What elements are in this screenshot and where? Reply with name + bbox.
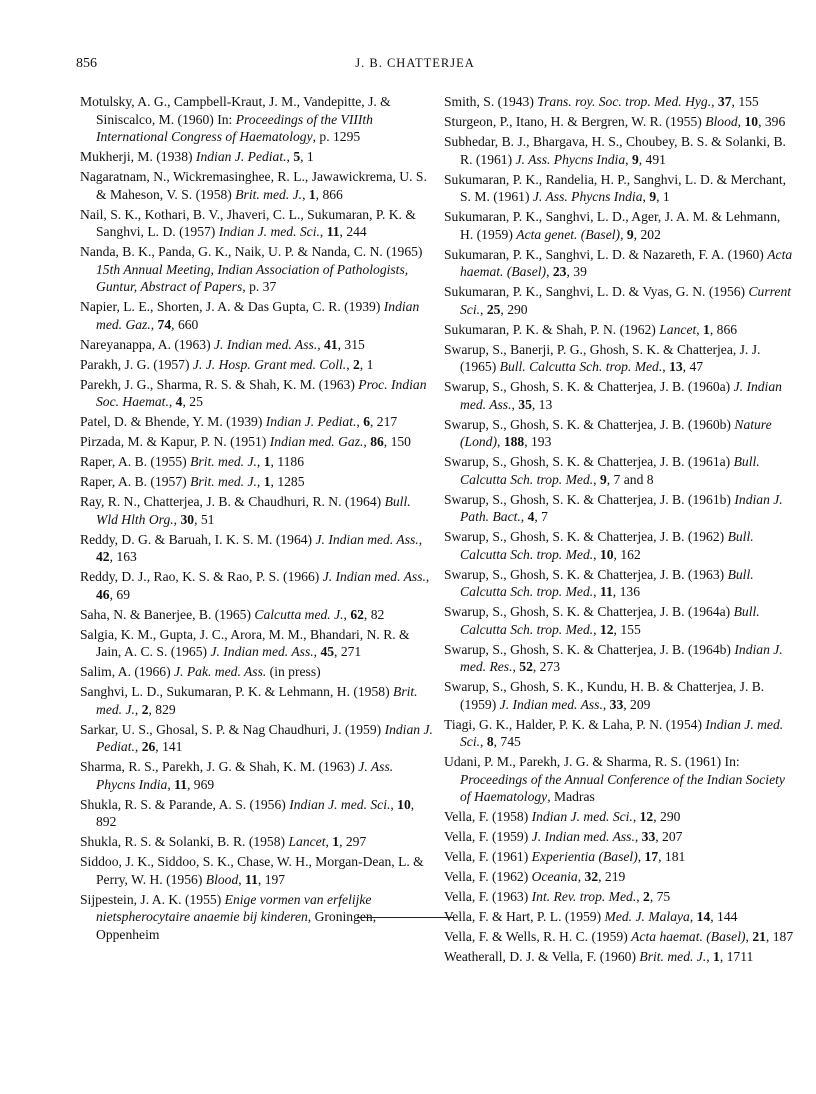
end-rule <box>357 917 454 918</box>
reference-pages: , 219 <box>598 869 626 884</box>
reference-entry: Swarup, S., Ghosh, S. K., Kundu, H. B. & Chatterjea, J. B. (1959) J. Indian med. Ass., 33, 209 <box>444 679 765 712</box>
reference-pages: , 7 and 8 <box>606 471 654 487</box>
reference-authors: Mukherji, M. (1938) <box>80 149 193 164</box>
reference-journal: Bull. Calcutta Sch. trop. Med. <box>499 359 663 374</box>
reference-entry: Swarup, S., Ghosh, S. K. & Chatterjea, J. B. (1961a) Bull. Calcutta Sch. trop. Med., 9, 7 and 8 <box>444 454 760 487</box>
reference-volume: 1 <box>713 949 720 964</box>
reference-journal: Indian J. Pediat. <box>195 149 287 164</box>
reference-pages: , 150 <box>383 434 411 449</box>
reference-journal: Indian J. Pediat. <box>265 414 357 429</box>
reference-entry: Nareyanappa, A. (1963) J. Indian med. Ass., 41, 315 <box>80 336 365 352</box>
reference-journal: Indian J. Pediat. <box>96 721 433 754</box>
reference-volume: 11 <box>245 871 258 887</box>
reference-journal: Nature (Lond) <box>460 416 772 449</box>
reference-authors: Raper, A. B. (1957) <box>80 474 187 489</box>
reference-authors: Vella, F. (1958) <box>444 809 529 824</box>
reference-entry: Patel, D. & Bhende, Y. M. (1939) Indian J. Pediat., 6, 217 <box>80 414 398 429</box>
reference-journal: J. Pak. med. Ass. <box>174 664 267 679</box>
reference-pages: , 144 <box>710 909 738 924</box>
references-left-column <box>80 93 435 946</box>
reference-volume: 4 <box>527 509 535 524</box>
reference-volume: 33 <box>609 696 624 712</box>
reference-entry: Vella, F. (1958) Indian J. med. Sci., 12, 290 <box>444 809 681 824</box>
reference-authors: Swarup, S., Ghosh, S. K. & Chatterjea, J. B. (1964b) <box>444 641 731 657</box>
reference-volume: 32 <box>584 869 599 884</box>
reference-pages: , 207 <box>655 829 683 844</box>
reference-volume: 1 <box>332 834 340 849</box>
reference-volume: 14 <box>696 909 711 924</box>
reference-pages: , 297 <box>339 834 367 849</box>
reference-journal: Brit. med. J. <box>96 684 418 717</box>
reference-authors: Swarup, S., Ghosh, S. K. & Chatterjea, J. B. (1964a) <box>444 604 731 619</box>
reference-volume: 6 <box>363 414 370 429</box>
reference-pages: , 969 <box>187 776 215 792</box>
reference-authors: Motulsky, A. G., Campbell-Kraut, J. M., Vandepitte, J. & Siniscalco, M. (1960) In: <box>80 94 391 127</box>
reference-volume: 41 <box>324 336 338 352</box>
reference-authors: Swarup, S., Banerji, P. G., Ghosh, S. K. & Chatterjea, J. J. (1965) <box>444 341 761 374</box>
reference-authors: Ray, R. N., Chatterjea, J. B. & Chaudhuri, R. N. (1964) <box>80 494 382 509</box>
reference-entry: Salgia, K. M., Gupta, J. C., Arora, M. M., Bhandari, N. R. & Jain, A. C. S. (1965) J. Indian med. Ass., 45, 271 <box>80 626 410 659</box>
reference-journal: J. Ass. Phycns India <box>515 151 626 167</box>
reference-volume: 10 <box>599 546 614 562</box>
reference-authors: Tiagi, G. K., Halder, P. K. & Laha, P. N. (1954) <box>444 716 702 732</box>
reference-entry: Tiagi, G. K., Halder, P. K. & Laha, P. N. (1954) Indian J. med. Sci., 8, 745 <box>444 716 784 749</box>
reference-volume: 2 <box>353 356 360 372</box>
reference-entry: Swarup, S., Ghosh, S. K. & Chatterjea, J. B. (1960b) Nature (Lond), 188, 193 <box>444 416 772 449</box>
reference-pages: , 271 <box>334 644 362 659</box>
reference-pages: , 315 <box>337 336 365 352</box>
reference-journal: J. Indian med. Ass. <box>499 696 603 712</box>
reference-journal: Lancet <box>288 834 326 849</box>
reference-authors: Swarup, S., Ghosh, S. K. & Chatterjea, J. B. (1961a) <box>444 454 731 469</box>
reference-entry: Nail, S. K., Kothari, B. V., Jhaveri, C. L., Sukumaran, P. K. & Sanghvi, L. D. (1957) Indian J. med. Sci., 11, 244 <box>80 206 416 239</box>
reference-volume: 9 <box>626 226 634 242</box>
reference-journal: Indian med. Gaz. <box>96 299 420 332</box>
reference-pages: , 1 <box>300 149 314 164</box>
reference-entry: Sanghvi, L. D., Sukumaran, P. K. & Lehmann, H. (1958) Brit. med. J., 2, 829 <box>80 684 418 717</box>
reference-authors: Salim, A. (1966) <box>80 664 171 679</box>
reference-entry: Raper, A. B. (1955) Brit. med. J., 1, 1186 <box>80 454 304 469</box>
reference-pages: , 1 <box>656 189 670 204</box>
reference-pages: , 155 <box>731 94 759 109</box>
reference-entry: Sukumaran, P. K., Sanghvi, L. D., Ager, J. A. M. & Lehmann, H. (1959) Acta genet. (Basel), 9, 202 <box>444 209 781 242</box>
reference-volume: 1 <box>263 474 271 489</box>
reference-journal: Proceedings of the VIIIth International Congress of Haematology <box>96 111 373 144</box>
reference-authors: Swarup, S., Ghosh, S. K. & Chatterjea, J. B. (1962) <box>444 529 725 544</box>
reference-volume: 11 <box>599 584 613 599</box>
reference-journal: Acta genet. (Basel) <box>516 226 621 242</box>
reference-pages: , 47 <box>682 359 704 374</box>
reference-entry <box>80 663 435 681</box>
reference-authors: Raper, A. B. (1955) <box>80 454 187 469</box>
reference-pages: , 209 <box>623 696 651 712</box>
reference-authors: Swarup, S., Ghosh, S. K. & Chatterjea, J. B. (1963) <box>444 566 725 582</box>
reference-pages: , 82 <box>363 606 385 622</box>
reference-authors: Vella, F. (1962) <box>444 869 529 884</box>
reference-entry: Swarup, S., Ghosh, S. K. & Chatterjea, J. B. (1964a) Bull. Calcutta Sch. trop. Med., 12, 155 <box>444 604 760 637</box>
reference-journal: Med. J. Malaya <box>604 909 690 924</box>
reference-volume: 8 <box>486 734 494 749</box>
reference-volume: 13 <box>669 359 683 374</box>
reference-journal: Indian J. med. Sci. <box>531 809 633 824</box>
reference-journal: Enige vormen van erfelijke nietspherocytaire anaemie bij kinderen <box>96 891 372 924</box>
reference-authors: Salgia, K. M., Gupta, J. C., Arora, M. M., Bhandari, N. R. & Jain, A. C. S. (1965) <box>80 626 410 659</box>
reference-pages: , p. 37 <box>242 279 277 294</box>
reference-journal: Bull. Calcutta Sch. trop. Med. <box>460 454 760 487</box>
reference-authors: Nanda, B. K., Panda, G. K., Naik, U. P. & Nanda, C. N. (1965) <box>80 244 423 259</box>
reference-authors: Parekh, J. G., Sharma, R. S. & Shah, K. M. (1963) <box>80 376 355 392</box>
reference-volume: 62 <box>350 606 364 622</box>
reference-pages: , 69 <box>109 586 130 602</box>
reference-journal: Blood <box>705 114 738 129</box>
reference-volume: 5 <box>293 149 301 164</box>
reference-authors: Reddy, D. G. & Baruah, I. K. S. M. (1964) <box>80 531 313 547</box>
reference-pages: , Madras <box>547 789 595 804</box>
reference-volume: 2 <box>141 701 149 717</box>
reference-pages: , 51 <box>194 511 215 527</box>
reference-volume: 21 <box>752 929 766 944</box>
reference-journal: Indian J. Path. Bact. <box>460 491 783 524</box>
reference-entry: Sarkar, U. S., Ghosal, S. P. & Nag Chaudhuri, J. (1959) Indian J. Pediat., 26, 141 <box>80 721 433 754</box>
reference-authors: Sukumaran, P. K., Sanghvi, L. D., Ager, J. A. M. & Lehmann, H. (1959) <box>444 209 781 242</box>
reference-volume: 10 <box>744 114 759 129</box>
reference-authors: Smith, S. (1943) <box>444 94 534 109</box>
reference-volume: 4 <box>175 394 183 409</box>
reference-pages: , 141 <box>155 739 183 754</box>
reference-journal: J. Indian med. Ass. <box>531 829 635 844</box>
reference-entry: Reddy, D. J., Rao, K. S. & Rao, P. S. (1966) J. Indian med. Ass., 46, 69 <box>80 569 430 602</box>
reference-entry: Saha, N. & Banerjee, B. (1965) Calcutta med. J., 62, 82 <box>80 606 385 622</box>
reference-pages: , 829 <box>148 701 176 717</box>
reference-authors: Vella, F. & Wells, R. H. C. (1959) <box>444 929 628 944</box>
reference-volume: 42 <box>96 549 110 564</box>
reference-entry: Siddoo, J. K., Siddoo, S. K., Chase, W. H., Morgan-Dean, L. & Perry, W. H. (1956) Blood, 11, 197 <box>80 854 424 887</box>
reference-volume: 17 <box>644 849 659 864</box>
reference-entry: Sharma, R. S., Parekh, J. G. & Shah, K. M. (1963) J. Ass. Phycns India, 11, 969 <box>80 759 394 792</box>
reference-volume: 188 <box>503 434 525 449</box>
reference-volume: 9 <box>599 471 607 487</box>
reference-authors: Vella, F. (1963) <box>444 889 529 904</box>
reference-journal: Bull. Wld Hlth Org. <box>96 494 411 527</box>
reference-journal: Indian med. Gaz. <box>269 434 364 449</box>
reference-entry: Vella, F. (1962) Oceania, 32, 219 <box>444 869 626 884</box>
reference-volume: 74 <box>157 316 172 332</box>
reference-entry: Swarup, S., Ghosh, S. K. & Chatterjea, J. B. (1961b) Indian J. Path. Bact., 4, 7 <box>444 491 783 524</box>
reference-entry: Smith, S. (1943) Trans. roy. Soc. trop. Med. Hyg., 37, 155 <box>444 94 759 109</box>
reference-pages: , 866 <box>709 321 738 337</box>
reference-volume: 37 <box>717 94 732 109</box>
reference-pages: , 1711 <box>719 949 754 964</box>
reference-authors: Weatherall, D. J. & Vella, F. (1960) <box>444 949 636 964</box>
reference-volume: 12 <box>599 621 614 637</box>
reference-journal: Indian J. med. Res. <box>460 641 783 674</box>
reference-pages: , p. 1295 <box>312 129 361 144</box>
reference-pages: , 290 <box>653 809 681 824</box>
reference-pages: , 181 <box>658 849 686 864</box>
reference-journal: Brit. med. J. <box>190 474 257 489</box>
reference-entry: Sturgeon, P., Itano, H. & Bergren, W. R. (1955) Blood, 10, 396 <box>444 114 786 129</box>
reference-journal: Indian J. med. Sci. <box>289 796 391 812</box>
references-right-column <box>444 93 796 968</box>
reference-authors: Patel, D. & Bhende, Y. M. (1939) <box>80 414 263 429</box>
reference-authors: Sukumaran, P. K., Sanghvi, L. D. & Vyas, G. N. (1956) <box>444 284 746 299</box>
reference-entry: Sukumaran, P. K., Sanghvi, L. D. & Nazareth, F. A. (1960) Acta haemat. (Basel), 23, 39 <box>444 246 793 279</box>
reference-pages: , 197 <box>257 871 286 887</box>
reference-volume: 30 <box>180 511 195 527</box>
reference-pages: , 745 <box>493 734 521 749</box>
reference-pages: , 193 <box>524 434 552 449</box>
reference-authors: Napier, L. E., Shorten, J. A. & Das Gupta, C. R. (1939) <box>80 299 381 314</box>
reference-volume: 10 <box>397 796 411 812</box>
reference-authors: Reddy, D. J., Rao, K. S. & Rao, P. S. (1966) <box>80 569 320 584</box>
reference-entry: Napier, L. E., Shorten, J. A. & Das Gupta, C. R. (1939) Indian med. Gaz., 74, 660 <box>80 299 420 332</box>
reference-entry: Vella, F. (1961) Experientia (Basel), 17, 181 <box>444 849 686 864</box>
reference-journal: Brit. med. J. <box>639 949 707 964</box>
reference-journal: J. Indian med. Ass. <box>214 336 318 352</box>
reference-journal: Current Sci. <box>460 284 792 317</box>
reference-volume: 2 <box>643 889 650 904</box>
reference-volume: 25 <box>486 301 501 317</box>
reference-journal: Calcutta med. J. <box>254 606 344 622</box>
reference-authors: Sukumaran, P. K., Randelia, H. P., Sanghvi, L. D. & Merchant, S. M. (1961) <box>444 171 787 204</box>
reference-volume: 52 <box>519 659 533 674</box>
reference-entry <box>444 753 796 806</box>
reference-entry: Weatherall, D. J. & Vella, F. (1960) Brit. med. J., 1, 1711 <box>444 949 754 964</box>
reference-journal: Int. Rev. trop. Med. <box>531 889 637 904</box>
reference-journal: J. J. Hosp. Grant med. Coll. <box>192 356 347 372</box>
reference-journal: J. Indian med. Ass. <box>322 569 426 584</box>
reference-volume: 1 <box>263 454 271 469</box>
reference-authors: Sturgeon, P., Itano, H. & Bergren, W. R. (1955) <box>444 114 702 129</box>
reference-authors: Nail, S. K., Kothari, B. V., Jhaveri, C. L., Sukumaran, P. K. & Sanghvi, L. D. (1957) <box>80 206 416 239</box>
reference-volume: 12 <box>639 809 654 824</box>
reference-volume: 46 <box>96 586 110 602</box>
reference-entry: Swarup, S., Ghosh, S. K. & Chatterjea, J. B. (1960a) J. Indian med. Ass., 35, 13 <box>444 379 782 412</box>
reference-authors: Subhedar, B. J., Bhargava, H. S., Choubey, B. S. & Solanki, B. R. (1961) <box>444 134 786 167</box>
reference-authors: Vella, F. (1959) <box>444 829 529 844</box>
reference-journal: Proc. Indian Soc. Haemat. <box>96 376 427 409</box>
reference-volume: 11 <box>326 224 340 239</box>
reference-entry: Subhedar, B. J., Bhargava, H. S., Choubey, B. S. & Solanki, B. R. (1961) J. Ass. Phycns India, 9, 491 <box>444 134 786 167</box>
reference-journal: Oceania <box>531 869 578 884</box>
reference-entry: Shukla, R. S. & Parande, A. S. (1956) Indian J. med. Sci., 10, 892 <box>80 796 415 829</box>
reference-authors: Swarup, S., Ghosh, S. K. & Chatterjea, J. B. (1961b) <box>444 491 731 507</box>
reference-journal: Lancet <box>659 321 697 337</box>
reference-entry: Sukumaran, P. K., Sanghvi, L. D. & Vyas, G. N. (1956) Current Sci., 25, 290 <box>444 284 792 317</box>
page-header <box>76 56 754 80</box>
reference-pages: , 491 <box>638 151 666 167</box>
reference-authors: Siddoo, J. K., Siddoo, S. K., Chase, W. H., Morgan-Dean, L. & Perry, W. H. (1956) <box>80 854 424 887</box>
reference-authors: Sijpestein, J. A. K. (1955) <box>80 891 222 907</box>
reference-journal: 15th Annual Meeting, Indian Association of Pathologists, Guntur, Abstract of Papers <box>96 261 409 294</box>
reference-entry <box>80 93 435 146</box>
reference-journal: Experientia (Basel) <box>531 849 638 864</box>
reference-authors: Vella, F. & Hart, P. L. (1959) <box>444 909 602 924</box>
reference-entry: Sukumaran, P. K. & Shah, P. N. (1962) Lancet, 1, 866 <box>444 321 738 337</box>
reference-journal: Brit. med. J. <box>190 454 257 469</box>
reference-entry: Parakh, J. G. (1957) J. J. Hosp. Grant med. Coll., 2, 1 <box>80 356 374 372</box>
reference-pages: , 155 <box>613 621 641 637</box>
reference-authors: Parakh, J. G. (1957) <box>80 356 190 372</box>
running-head: J. B. CHATTERJEA <box>355 56 475 70</box>
reference-pages: , 202 <box>633 226 661 242</box>
reference-pages: , Groningen, Oppenheim <box>96 909 377 942</box>
reference-pages: , 273 <box>532 659 561 674</box>
reference-entry: Ray, R. N., Chatterjea, J. B. & Chaudhuri, R. N. (1964) Bull. Wld Hlth Org., 30, 51 <box>80 494 411 527</box>
reference-pages: , 866 <box>315 186 343 202</box>
reference-entry: Raper, A. B. (1957) Brit. med. J., 1, 1285 <box>80 474 305 489</box>
reference-pages: , 39 <box>566 264 587 279</box>
reference-entry <box>80 243 435 296</box>
reference-pages: , 892 <box>96 796 415 829</box>
reference-authors: Sharma, R. S., Parekh, J. G. & Shah, K. M. (1963) <box>80 759 355 774</box>
reference-authors: Nareyanappa, A. (1963) <box>80 336 211 352</box>
reference-authors: Shukla, R. S. & Parande, A. S. (1956) <box>80 796 286 812</box>
reference-entry: Pirzada, M. & Kapur, P. N. (1951) Indian med. Gaz., 86, 150 <box>80 434 411 449</box>
reference-entry: Vella, F. & Hart, P. L. (1959) Med. J. Malaya, 14, 144 <box>444 909 738 924</box>
reference-pages: , 25 <box>182 394 203 409</box>
reference-entry: Swarup, S., Ghosh, S. K. & Chatterjea, J. B. (1963) Bull. Calcutta Sch. trop. Med., 11, 136 <box>444 566 754 599</box>
reference-authors: Sukumaran, P. K., Sanghvi, L. D. & Nazareth, F. A. (1960) <box>444 246 764 262</box>
reference-journal: Proceedings of the Annual Conference of the Indian Society of Haematology <box>460 771 785 804</box>
reference-pages: , 1285 <box>270 474 305 489</box>
reference-volume: 26 <box>141 739 156 754</box>
reference-authors: Saha, N. & Banerjee, B. (1965) <box>80 606 252 622</box>
reference-journal: Trans. roy. Soc. trop. Med. Hyg. <box>537 94 712 109</box>
reference-pages: , 290 <box>500 301 528 317</box>
reference-entry: Sukumaran, P. K., Randelia, H. P., Sanghvi, L. D. & Merchant, S. M. (1961) J. Ass. Phycns India, 9, 1 <box>444 171 787 204</box>
reference-volume: 35 <box>518 396 532 412</box>
reference-volume: 1 <box>703 321 710 337</box>
reference-entry: Swarup, S., Ghosh, S. K. & Chatterjea, J. B. (1962) Bull. Calcutta Sch. trop. Med., 10, 162 <box>444 529 754 562</box>
reference-journal: Bull. Calcutta Sch. trop. Med. <box>460 604 760 637</box>
reference-authors: Shukla, R. S. & Solanki, B. R. (1958) <box>80 834 286 849</box>
reference-authors: Sukumaran, P. K. & Shah, P. N. (1962) <box>444 321 656 337</box>
reference-entry: Parekh, J. G., Sharma, R. S. & Shah, K. M. (1963) Proc. Indian Soc. Haemat., 4, 25 <box>80 376 427 409</box>
reference-authors: Swarup, S., Ghosh, S. K. & Chatterjea, J. B. (1960a) <box>444 379 731 394</box>
reference-volume: 9 <box>631 151 639 167</box>
reference-pages: , 136 <box>612 584 640 599</box>
reference-authors: Swarup, S., Ghosh, S. K., Kundu, H. B. & Chatterjea, J. B. (1959) <box>444 679 765 712</box>
reference-entry: Mukherji, M. (1938) Indian J. Pediat., 5, 1 <box>80 149 314 164</box>
reference-journal: Brit. med. J. <box>235 186 303 202</box>
reference-entry: Vella, F. (1963) Int. Rev. trop. Med., 2, 75 <box>444 889 671 904</box>
reference-journal: Bull. Calcutta Sch. trop. Med. <box>460 566 754 599</box>
reference-pages: (in press) <box>266 664 321 679</box>
reference-authors: Pirzada, M. & Kapur, P. N. (1951) <box>80 434 267 449</box>
reference-pages: , 244 <box>339 224 367 239</box>
reference-journal: Acta haemat. (Basel) <box>460 246 793 279</box>
reference-volume: 33 <box>641 829 656 844</box>
reference-volume: 1 <box>308 186 316 202</box>
reference-entry: Vella, F. (1959) J. Indian med. Ass., 33, 207 <box>444 829 683 844</box>
reference-entry: Reddy, D. G. & Baruah, I. K. S. M. (1964) J. Indian med. Ass., 42, 163 <box>80 531 423 564</box>
reference-journal: J. Ass. Phycns India <box>532 189 643 204</box>
reference-pages: , 162 <box>613 546 641 562</box>
reference-pages: , 217 <box>369 414 398 429</box>
reference-journal: Acta haemat. (Basel) <box>631 929 746 944</box>
page-number: 856 <box>76 56 97 71</box>
reference-volume: 45 <box>320 644 335 659</box>
reference-pages: , 396 <box>758 114 786 129</box>
reference-journal: J. Ass. Phycns India <box>96 759 394 792</box>
reference-pages: , 7 <box>534 509 548 524</box>
reference-entry: Shukla, R. S. & Solanki, B. R. (1958) Lancet, 1, 297 <box>80 834 367 849</box>
reference-journal: J. Indian med. Ass. <box>315 531 419 547</box>
reference-journal: Indian J. med. Sci. <box>460 716 784 749</box>
reference-authors: Sanghvi, L. D., Sukumaran, P. K. & Lehmann, H. (1958) <box>80 684 390 699</box>
reference-authors: Vella, F. (1961) <box>444 849 529 864</box>
reference-entry: Swarup, S., Banerji, P. G., Ghosh, S. K. & Chatterjea, J. J. (1965) Bull. Calcutta Sch. trop. Med., 13, 47 <box>444 341 761 374</box>
reference-journal: J. Indian med. Ass. <box>460 379 782 412</box>
reference-pages: , 75 <box>649 889 671 904</box>
reference-pages: , 163 <box>109 549 137 564</box>
reference-journal: Bull. Calcutta Sch. trop. Med. <box>460 529 754 562</box>
reference-entry: Nagaratnam, N., Wickremasinghee, R. L., Jawawickrema, U. S. & Maheson, V. S. (1958) Brit. med. J., 1, 866 <box>80 169 427 202</box>
reference-entry: Swarup, S., Ghosh, S. K. & Chatterjea, J. B. (1964b) Indian J. med. Res., 52, 273 <box>444 641 783 674</box>
reference-authors: Nagaratnam, N., Wickremasinghee, R. L., Jawawickrema, U. S. & Maheson, V. S. (1958) <box>80 169 427 202</box>
reference-pages: , 1186 <box>270 454 304 469</box>
reference-pages: , 13 <box>531 396 553 412</box>
reference-volume: 86 <box>370 434 384 449</box>
reference-volume: 23 <box>552 264 567 279</box>
reference-pages: , 660 <box>171 316 199 332</box>
reference-entry: Vella, F. & Wells, R. H. C. (1959) Acta haemat. (Basel), 21, 187 <box>444 929 794 944</box>
reference-journal: J. Indian med. Ass. <box>210 644 314 659</box>
reference-journal: Blood <box>205 871 239 887</box>
reference-pages: , 1 <box>359 356 374 372</box>
reference-authors: Sarkar, U. S., Ghosal, S. P. & Nag Chaudhuri, J. (1959) <box>80 721 382 737</box>
reference-authors: Swarup, S., Ghosh, S. K. & Chatterjea, J. B. (1960b) <box>444 416 731 432</box>
reference-authors: Udani, P. M., Parekh, J. G. & Sharma, R. S. (1961) In: <box>444 754 740 769</box>
reference-volume: 11 <box>174 776 187 792</box>
reference-pages: , 187 <box>765 929 794 944</box>
reference-journal: Indian J. med. Sci. <box>218 224 320 239</box>
reference-volume: 9 <box>649 189 657 204</box>
